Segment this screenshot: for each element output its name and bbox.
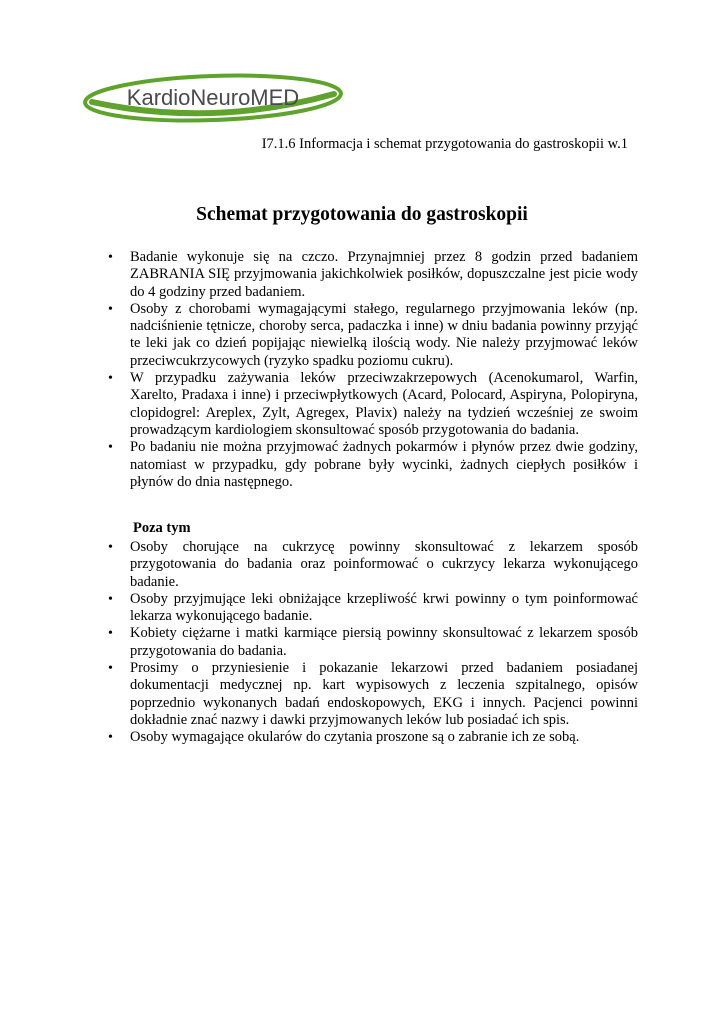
list-item: • Osoby wymagające okularów do czytania proszone są o zabranie ich ze sobą.: [106, 729, 638, 746]
list-item: • Kobiety ciężarne i matki karmiące piersią powinny skonsultować z lekarzem sposób przygotowania do badania.: [106, 625, 638, 660]
page-title: Schemat przygotowania do gastroskopii: [196, 204, 528, 225]
preparation-list: [106, 249, 638, 491]
list-item: • Badanie wykonuje się na czczo. Przynajmniej przez 8 godzin przed badaniem ZABRANIA SIĘ przyjmowania jakichkolwiek posiłków, dopuszczalne jest picie wody do 4 godziny przed badaniem.: [106, 249, 638, 301]
company-logo: [82, 72, 344, 124]
list-item: • Prosimy o przyniesienie i pokazanie lekarzowi przed badaniem posiadanej dokumentacji medycznej np. kart wypisowych z leczenia szpitalnego, opisów poprzednio wykonanych badań endoskopowych, EKG i innych. Pacjenci powinni dokładnie znać nazwy i dawki przyjmowanych leków lub posiadać ich spis.: [106, 660, 638, 729]
additional-info-list: [106, 539, 638, 747]
list-item: • Osoby z chorobami wymagającymi stałego, regularnego przyjmowania leków (np. nadciśnienie tętnicze, choroby serca, padaczka i inne) w dniu badania powinny przyjąć te leki jak co dzień popijając niewielką ilością wody. Nie należy przyjmować leków przeciwcukrzycowych (ryzyko spadku poziomu cukru).: [106, 301, 638, 370]
section-heading: Poza tym: [133, 520, 191, 536]
list-item: • Po badaniu nie można przyjmować żadnych pokarmów i płynów przez dwie godziny, natomiast w przypadku, gdy pobrane były wycinki, żadnych ciepłych posiłków i płynów do dnia następnego.: [106, 439, 638, 491]
document-code: I7.1.6 Informacja i schemat przygotowania do gastroskopii w.1: [261, 136, 628, 152]
list-item: • Osoby przyjmujące leki obniżające krzepliwość krwi powinny o tym poinformować lekarza wykonującego badanie.: [106, 591, 638, 626]
list-item: • Osoby chorujące na cukrzycę powinny skonsultować z lekarzem sposób przygotowania do badania oraz poinformować o cukrzycy lekarza wykonującego badanie.: [106, 539, 638, 591]
list-item: • W przypadku zażywania leków przeciwzakrzepowych (Acenokumarol, Warfin, Xarelto, Pradaxa i inne) i przeciwpłytkowych (Acard, Polocard, Aspiryna, Polopiryna, clopidogrel: Areplex, Zylt, Agregex, Plavix) należy na tydzień wcześniej ze swoim prowadzącym kardiologiem skonsultować sposób przygotowania do badania.: [106, 370, 638, 439]
logo-text: KardioNeuroMED: [126, 85, 300, 110]
